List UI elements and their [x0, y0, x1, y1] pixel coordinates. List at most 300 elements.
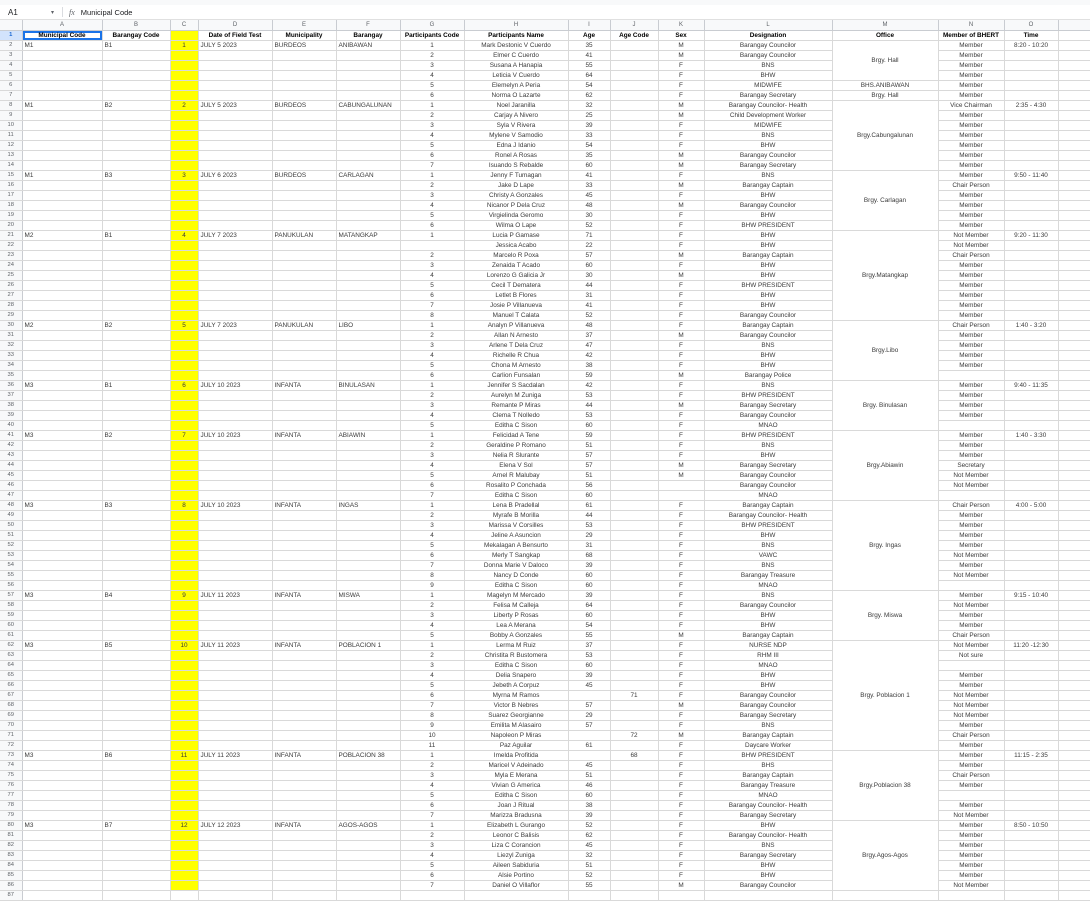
cell-E28[interactable]	[272, 301, 336, 311]
cell-L51[interactable]: BHW	[704, 531, 832, 541]
cell-K27[interactable]: F	[658, 291, 704, 301]
name-box-dropdown-icon[interactable]: ▾	[50, 9, 54, 16]
cell-G54[interactable]: 7	[400, 561, 464, 571]
cell-J52[interactable]	[610, 541, 658, 551]
row-75[interactable]: 75	[0, 771, 22, 781]
cell-F39[interactable]	[336, 411, 400, 421]
cell-H30[interactable]: Analyn P Villanueva	[464, 321, 568, 331]
cell-B66[interactable]	[102, 681, 170, 691]
cell-G14[interactable]: 7	[400, 161, 464, 171]
cell-I40[interactable]: 60	[568, 421, 610, 431]
cell-L35[interactable]: Barangay Police	[704, 371, 832, 381]
cell-I11[interactable]: 33	[568, 131, 610, 141]
cell-O12[interactable]	[1004, 141, 1058, 151]
cell-E87[interactable]	[272, 891, 336, 901]
cell-H31[interactable]: Allan N Arnesto	[464, 331, 568, 341]
cell-C6[interactable]	[170, 81, 198, 91]
cell-N85[interactable]: Member	[938, 871, 1004, 881]
cell-K28[interactable]: F	[658, 301, 704, 311]
cell-N25[interactable]: Member	[938, 271, 1004, 281]
row-41[interactable]: 41	[0, 431, 22, 441]
cell-D61[interactable]	[198, 631, 272, 641]
cell-I59[interactable]: 60	[568, 611, 610, 621]
cell-O53[interactable]	[1004, 551, 1058, 561]
cell-P40[interactable]	[1058, 421, 1090, 431]
row-79[interactable]: 79	[0, 811, 22, 821]
cell-A65[interactable]	[22, 671, 102, 681]
cell-F87[interactable]	[336, 891, 400, 901]
cell-E46[interactable]	[272, 481, 336, 491]
cell-G84[interactable]: 5	[400, 861, 464, 871]
cell-I70[interactable]: 57	[568, 721, 610, 731]
cell-G35[interactable]: 6	[400, 371, 464, 381]
cell-P22[interactable]	[1058, 241, 1090, 251]
cell-E15[interactable]: BURDEOS	[272, 171, 336, 181]
cell-B64[interactable]	[102, 661, 170, 671]
cell-A18[interactable]	[22, 201, 102, 211]
cell-B26[interactable]	[102, 281, 170, 291]
cell-A27[interactable]	[22, 291, 102, 301]
cell-E68[interactable]	[272, 701, 336, 711]
cell-O57[interactable]: 9:15 - 10:40	[1004, 591, 1058, 601]
cell-D10[interactable]	[198, 121, 272, 131]
cell-O14[interactable]	[1004, 161, 1058, 171]
cell-I53[interactable]: 68	[568, 551, 610, 561]
cell-H61[interactable]: Bobby A Gonzales	[464, 631, 568, 641]
cell-C23[interactable]	[170, 251, 198, 261]
cell-N67[interactable]: Not Member	[938, 691, 1004, 701]
cell-K11[interactable]: F	[658, 131, 704, 141]
cell-J7[interactable]	[610, 91, 658, 101]
cell-J87[interactable]	[610, 891, 658, 901]
cell-E1[interactable]: Municipality	[272, 31, 336, 41]
cell-B35[interactable]	[102, 371, 170, 381]
cell-J81[interactable]	[610, 831, 658, 841]
cell-G48[interactable]: 1	[400, 501, 464, 511]
cell-C84[interactable]	[170, 861, 198, 871]
cell-F73[interactable]: POBLACION 38	[336, 751, 400, 761]
cell-P45[interactable]	[1058, 471, 1090, 481]
cell-K78[interactable]: F	[658, 801, 704, 811]
cell-B16[interactable]	[102, 181, 170, 191]
cell-G59[interactable]: 3	[400, 611, 464, 621]
cell-C7[interactable]	[170, 91, 198, 101]
cell-C32[interactable]	[170, 341, 198, 351]
cell-K83[interactable]: F	[658, 851, 704, 861]
cell-D4[interactable]	[198, 61, 272, 71]
cell-D67[interactable]	[198, 691, 272, 701]
cell-I6[interactable]: 54	[568, 81, 610, 91]
cell-N64[interactable]	[938, 661, 1004, 671]
cell-K71[interactable]: M	[658, 731, 704, 741]
row-39[interactable]: 39	[0, 411, 22, 421]
cell-I25[interactable]: 30	[568, 271, 610, 281]
row-86[interactable]: 86	[0, 881, 22, 891]
cell-D28[interactable]	[198, 301, 272, 311]
row-27[interactable]: 27	[0, 291, 22, 301]
cell-P63[interactable]	[1058, 651, 1090, 661]
cell-I79[interactable]: 39	[568, 811, 610, 821]
cell-E73[interactable]: INFANTA	[272, 751, 336, 761]
cell-C4[interactable]	[170, 61, 198, 71]
cell-G80[interactable]: 1	[400, 821, 464, 831]
cell-H77[interactable]: Editha C Sison	[464, 791, 568, 801]
row-20[interactable]: 20	[0, 221, 22, 231]
cell-F72[interactable]	[336, 741, 400, 751]
cell-A2[interactable]: M1	[22, 41, 102, 51]
cell-C12[interactable]	[170, 141, 198, 151]
cell-I19[interactable]: 30	[568, 211, 610, 221]
cell-H21[interactable]: Lucia P Gamase	[464, 231, 568, 241]
cell-P55[interactable]	[1058, 571, 1090, 581]
cell-O39[interactable]	[1004, 411, 1058, 421]
cell-E77[interactable]	[272, 791, 336, 801]
cell-B43[interactable]	[102, 451, 170, 461]
cell-D32[interactable]	[198, 341, 272, 351]
cell-G75[interactable]: 3	[400, 771, 464, 781]
cell-E35[interactable]	[272, 371, 336, 381]
cell-B46[interactable]	[102, 481, 170, 491]
cell-G10[interactable]: 3	[400, 121, 464, 131]
cell-P77[interactable]	[1058, 791, 1090, 801]
cell-F33[interactable]	[336, 351, 400, 361]
cell-K29[interactable]: F	[658, 311, 704, 321]
cell-F15[interactable]: CARLAGAN	[336, 171, 400, 181]
cell-E40[interactable]	[272, 421, 336, 431]
cell-E29[interactable]	[272, 311, 336, 321]
cell-E79[interactable]	[272, 811, 336, 821]
cell-O17[interactable]	[1004, 191, 1058, 201]
cell-I71[interactable]	[568, 731, 610, 741]
cell-D20[interactable]	[198, 221, 272, 231]
cell-H24[interactable]: Zenaida T Acado	[464, 261, 568, 271]
cell-M30[interactable]: Brgy.Libo	[832, 321, 938, 381]
cell-L16[interactable]: Barangay Captain	[704, 181, 832, 191]
cell-I38[interactable]: 44	[568, 401, 610, 411]
cell-B41[interactable]: B2	[102, 431, 170, 441]
cell-A33[interactable]	[22, 351, 102, 361]
cell-P46[interactable]	[1058, 481, 1090, 491]
cell-F82[interactable]	[336, 841, 400, 851]
cell-E53[interactable]	[272, 551, 336, 561]
cell-F32[interactable]	[336, 341, 400, 351]
cell-A21[interactable]: M2	[22, 231, 102, 241]
cell-K42[interactable]: F	[658, 441, 704, 451]
cell-B19[interactable]	[102, 211, 170, 221]
cell-I54[interactable]: 39	[568, 561, 610, 571]
cell-C66[interactable]	[170, 681, 198, 691]
cell-L44[interactable]: Barangay Secretary	[704, 461, 832, 471]
cell-G20[interactable]: 6	[400, 221, 464, 231]
cell-I10[interactable]: 39	[568, 121, 610, 131]
cell-H79[interactable]: Marizza Bradusna	[464, 811, 568, 821]
cell-G8[interactable]: 1	[400, 101, 464, 111]
cell-L50[interactable]: BHW PRESIDENT	[704, 521, 832, 531]
cell-B20[interactable]	[102, 221, 170, 231]
cell-H50[interactable]: Marissa V Corsilles	[464, 521, 568, 531]
cell-G31[interactable]: 2	[400, 331, 464, 341]
cell-G77[interactable]: 5	[400, 791, 464, 801]
cell-G82[interactable]: 3	[400, 841, 464, 851]
cell-L87[interactable]	[704, 891, 832, 901]
cell-K74[interactable]: F	[658, 761, 704, 771]
cell-D85[interactable]	[198, 871, 272, 881]
cell-C11[interactable]	[170, 131, 198, 141]
cell-C35[interactable]	[170, 371, 198, 381]
cell-C44[interactable]	[170, 461, 198, 471]
cell-I35[interactable]: 59	[568, 371, 610, 381]
cell-O52[interactable]	[1004, 541, 1058, 551]
cell-J34[interactable]	[610, 361, 658, 371]
cell-M21[interactable]: Brgy.Matangkap	[832, 231, 938, 321]
cell-A39[interactable]	[22, 411, 102, 421]
cell-G33[interactable]: 4	[400, 351, 464, 361]
cell-N56[interactable]	[938, 581, 1004, 591]
cell-H59[interactable]: Liberty P Rosas	[464, 611, 568, 621]
cell-P20[interactable]	[1058, 221, 1090, 231]
cell-O48[interactable]: 4:00 - 5:00	[1004, 501, 1058, 511]
cell-J8[interactable]	[610, 101, 658, 111]
cell-J32[interactable]	[610, 341, 658, 351]
cell-B85[interactable]	[102, 871, 170, 881]
cell-C45[interactable]	[170, 471, 198, 481]
cell-J51[interactable]	[610, 531, 658, 541]
cell-K18[interactable]: M	[658, 201, 704, 211]
cell-I83[interactable]: 32	[568, 851, 610, 861]
cell-E58[interactable]	[272, 601, 336, 611]
row-33[interactable]: 33	[0, 351, 22, 361]
cell-G38[interactable]: 3	[400, 401, 464, 411]
row-57[interactable]: 57	[0, 591, 22, 601]
cell-N10[interactable]: Member	[938, 121, 1004, 131]
cell-L52[interactable]: BNS	[704, 541, 832, 551]
cell-I75[interactable]: 51	[568, 771, 610, 781]
cell-E64[interactable]	[272, 661, 336, 671]
cell-L69[interactable]: Barangay Secretary	[704, 711, 832, 721]
row-25[interactable]: 25	[0, 271, 22, 281]
cell-P42[interactable]	[1058, 441, 1090, 451]
cell-G67[interactable]: 6	[400, 691, 464, 701]
cell-K17[interactable]: F	[658, 191, 704, 201]
row-61[interactable]: 61	[0, 631, 22, 641]
cell-P50[interactable]	[1058, 521, 1090, 531]
cell-I51[interactable]: 29	[568, 531, 610, 541]
cell-I87[interactable]	[568, 891, 610, 901]
cell-B77[interactable]	[102, 791, 170, 801]
cell-L66[interactable]: BHW	[704, 681, 832, 691]
cell-O35[interactable]	[1004, 371, 1058, 381]
cell-B86[interactable]	[102, 881, 170, 891]
cell-N28[interactable]: Member	[938, 301, 1004, 311]
cell-N35[interactable]	[938, 371, 1004, 381]
cell-A30[interactable]: M2	[22, 321, 102, 331]
cell-L20[interactable]: BHW PRESIDENT	[704, 221, 832, 231]
cell-O3[interactable]	[1004, 51, 1058, 61]
cell-D58[interactable]	[198, 601, 272, 611]
cell-D29[interactable]	[198, 311, 272, 321]
cell-E21[interactable]: PANUKULAN	[272, 231, 336, 241]
cell-A70[interactable]	[22, 721, 102, 731]
cell-A62[interactable]: M3	[22, 641, 102, 651]
cell-E5[interactable]	[272, 71, 336, 81]
cell-L77[interactable]: MNAO	[704, 791, 832, 801]
cell-N12[interactable]: Member	[938, 141, 1004, 151]
cell-L12[interactable]: BHW	[704, 141, 832, 151]
cell-H54[interactable]: Donna Marie V Daloco	[464, 561, 568, 571]
row-78[interactable]: 78	[0, 801, 22, 811]
cell-I72[interactable]: 61	[568, 741, 610, 751]
cell-A29[interactable]	[22, 311, 102, 321]
cell-J6[interactable]	[610, 81, 658, 91]
cell-K37[interactable]: F	[658, 391, 704, 401]
cell-H15[interactable]: Jenny F Tumagan	[464, 171, 568, 181]
cell-L84[interactable]: BHW	[704, 861, 832, 871]
cell-P78[interactable]	[1058, 801, 1090, 811]
cell-B54[interactable]	[102, 561, 170, 571]
cell-O31[interactable]	[1004, 331, 1058, 341]
cell-D23[interactable]	[198, 251, 272, 261]
cell-M2[interactable]: Brgy. Hall	[832, 41, 938, 81]
cell-L70[interactable]: BNS	[704, 721, 832, 731]
cell-K81[interactable]: F	[658, 831, 704, 841]
cell-F75[interactable]	[336, 771, 400, 781]
cell-O9[interactable]	[1004, 111, 1058, 121]
cell-O77[interactable]	[1004, 791, 1058, 801]
cell-O32[interactable]	[1004, 341, 1058, 351]
cell-J66[interactable]	[610, 681, 658, 691]
cell-P12[interactable]	[1058, 141, 1090, 151]
cell-K57[interactable]: F	[658, 591, 704, 601]
cell-H46[interactable]: Rosalito P Conchada	[464, 481, 568, 491]
col-C[interactable]: C	[170, 20, 198, 31]
cell-A19[interactable]	[22, 211, 102, 221]
cell-K20[interactable]: F	[658, 221, 704, 231]
cell-N59[interactable]: Member	[938, 611, 1004, 621]
row-80[interactable]: 80	[0, 821, 22, 831]
cell-N65[interactable]: Member	[938, 671, 1004, 681]
row-26[interactable]: 26	[0, 281, 22, 291]
cell-A59[interactable]	[22, 611, 102, 621]
cell-K16[interactable]: M	[658, 181, 704, 191]
row-19[interactable]: 19	[0, 211, 22, 221]
cell-H25[interactable]: Lorenzo G Galicia Jr	[464, 271, 568, 281]
cell-G25[interactable]: 4	[400, 271, 464, 281]
cell-A12[interactable]	[22, 141, 102, 151]
cell-H67[interactable]: Myrna M Ramos	[464, 691, 568, 701]
cell-J60[interactable]	[610, 621, 658, 631]
row-60[interactable]: 60	[0, 621, 22, 631]
cell-E12[interactable]	[272, 141, 336, 151]
cell-L10[interactable]: MIDWIFE	[704, 121, 832, 131]
cell-D52[interactable]	[198, 541, 272, 551]
cell-N75[interactable]: Chair Person	[938, 771, 1004, 781]
cell-A86[interactable]	[22, 881, 102, 891]
cell-C15[interactable]: 3	[170, 171, 198, 181]
cell-K46[interactable]	[658, 481, 704, 491]
cell-L81[interactable]: Barangay Councilor- Health	[704, 831, 832, 841]
cell-P75[interactable]	[1058, 771, 1090, 781]
cell-D46[interactable]	[198, 481, 272, 491]
cell-G85[interactable]: 6	[400, 871, 464, 881]
cell-O59[interactable]	[1004, 611, 1058, 621]
cell-J61[interactable]	[610, 631, 658, 641]
cell-O87[interactable]	[1004, 891, 1058, 901]
cell-J3[interactable]	[610, 51, 658, 61]
cell-E49[interactable]	[272, 511, 336, 521]
cell-C74[interactable]	[170, 761, 198, 771]
cell-N15[interactable]: Member	[938, 171, 1004, 181]
cell-O13[interactable]	[1004, 151, 1058, 161]
cell-J31[interactable]	[610, 331, 658, 341]
cell-O36[interactable]: 9:40 - 11:35	[1004, 381, 1058, 391]
cell-B32[interactable]	[102, 341, 170, 351]
cell-O73[interactable]: 11:15 - 2:35	[1004, 751, 1058, 761]
cell-I61[interactable]: 55	[568, 631, 610, 641]
cell-N73[interactable]: Member	[938, 751, 1004, 761]
cell-E76[interactable]	[272, 781, 336, 791]
cell-H44[interactable]: Elena V Sol	[464, 461, 568, 471]
cell-K60[interactable]: F	[658, 621, 704, 631]
cell-P39[interactable]	[1058, 411, 1090, 421]
cell-K8[interactable]: M	[658, 101, 704, 111]
cell-O85[interactable]	[1004, 871, 1058, 881]
cell-D39[interactable]	[198, 411, 272, 421]
cell-O61[interactable]	[1004, 631, 1058, 641]
row-44[interactable]: 44	[0, 461, 22, 471]
cell-N62[interactable]: Not Member	[938, 641, 1004, 651]
cell-F37[interactable]	[336, 391, 400, 401]
cell-H26[interactable]: Cecil T Dematera	[464, 281, 568, 291]
cell-K58[interactable]: F	[658, 601, 704, 611]
cell-G87[interactable]	[400, 891, 464, 901]
cell-H82[interactable]: Liza C Corancion	[464, 841, 568, 851]
cell-C57[interactable]: 9	[170, 591, 198, 601]
cell-D75[interactable]	[198, 771, 272, 781]
cell-G53[interactable]: 6	[400, 551, 464, 561]
cell-C14[interactable]	[170, 161, 198, 171]
cell-D21[interactable]: JULY 7 2023	[198, 231, 272, 241]
cell-P64[interactable]	[1058, 661, 1090, 671]
cell-L25[interactable]: BHW	[704, 271, 832, 281]
row-51[interactable]: 51	[0, 531, 22, 541]
cell-L46[interactable]: Barangay Councilor	[704, 481, 832, 491]
cell-E38[interactable]	[272, 401, 336, 411]
cell-J85[interactable]	[610, 871, 658, 881]
cell-K9[interactable]: M	[658, 111, 704, 121]
cell-I12[interactable]: 54	[568, 141, 610, 151]
cell-C8[interactable]: 2	[170, 101, 198, 111]
cell-C18[interactable]	[170, 201, 198, 211]
cell-A8[interactable]: M1	[22, 101, 102, 111]
corner-cell[interactable]	[0, 20, 22, 31]
cell-O74[interactable]	[1004, 761, 1058, 771]
cell-E39[interactable]	[272, 411, 336, 421]
cell-D48[interactable]: JULY 10 2023	[198, 501, 272, 511]
cell-N31[interactable]: Member	[938, 331, 1004, 341]
cell-A50[interactable]	[22, 521, 102, 531]
cell-E52[interactable]	[272, 541, 336, 551]
cell-B81[interactable]	[102, 831, 170, 841]
row-9[interactable]: 9	[0, 111, 22, 121]
cell-A14[interactable]	[22, 161, 102, 171]
row-18[interactable]: 18	[0, 201, 22, 211]
cell-B6[interactable]	[102, 81, 170, 91]
cell-A40[interactable]	[22, 421, 102, 431]
cell-A64[interactable]	[22, 661, 102, 671]
cell-L67[interactable]: Barangay Councilor	[704, 691, 832, 701]
cell-M48[interactable]: Brgy. Ingas	[832, 501, 938, 591]
cell-N78[interactable]: Member	[938, 801, 1004, 811]
